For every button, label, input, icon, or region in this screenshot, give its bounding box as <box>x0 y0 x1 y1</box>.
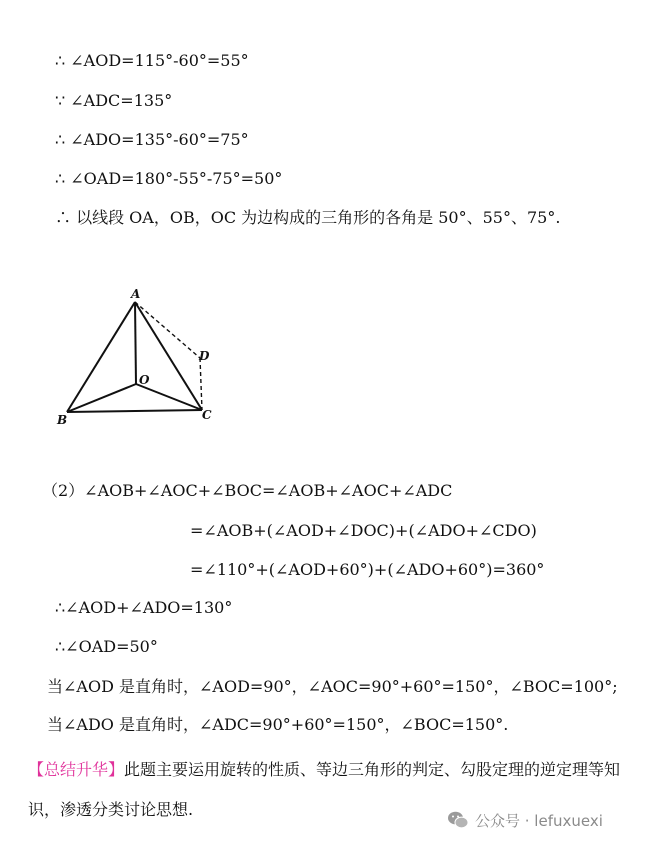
segment-dc-dashed <box>200 358 202 410</box>
summary-tag: 【总结升华】 <box>28 760 125 779</box>
label-o: O <box>139 373 150 387</box>
label-b: B <box>57 413 68 427</box>
solution-line-3: ∴ ∠ADO=135°-60°=75° <box>55 130 249 149</box>
segment-oc <box>136 384 202 410</box>
label-c: C <box>202 408 212 422</box>
solution-line-10: ∴∠OAD=50° <box>55 637 158 656</box>
geometry-figure <box>45 280 225 430</box>
solution-line-4: ∴ ∠OAD=180°-55°-75°=50° <box>55 169 283 188</box>
segment-ob <box>67 384 136 412</box>
label-d: D <box>199 349 210 363</box>
watermark-text: 公众号 · lefuxuexi <box>475 811 603 830</box>
solution-line-9: ∴∠AOD+∠ADO=130° <box>55 598 233 617</box>
solution-line-11: 当∠AOD 是直角时，∠AOD=90°，∠AOC=90°+60°=150°，∠BOC=100°; <box>47 677 618 696</box>
solution-line-8: =∠110°+(∠AOD+60°)+(∠ADO+60°)=360° <box>190 560 545 579</box>
label-a: A <box>131 287 141 301</box>
segment-ad-dashed <box>135 302 200 358</box>
summary-text: 此题主要运用旋转的性质、等边三角形的判定、勾股定理的逆定理等知识，渗透分类讨论思想. <box>28 760 621 819</box>
segment-ao <box>135 302 136 384</box>
solution-line-6: （2）∠AOB+∠AOC+∠BOC=∠AOB+∠AOC+∠ADC <box>42 481 453 500</box>
solution-line-2: ∵ ∠ADC=135° <box>55 91 173 110</box>
segment-ac <box>135 302 202 410</box>
solution-line-12: 当∠ADO 是直角时，∠ADC=90°+60°=150°，∠BOC=150°. <box>47 715 509 734</box>
segment-ab <box>67 302 135 412</box>
segment-bc <box>67 410 202 412</box>
solution-line-7: =∠AOB+(∠AOD+∠DOC)+(∠ADO+∠CDO) <box>190 521 537 540</box>
solution-line-1: ∴ ∠AOD=115°-60°=55° <box>55 51 249 70</box>
solution-line-5: ∴ 以线段 OA，OB，OC 为边构成的三角形的各角是 50°、55°、75°. <box>55 208 561 227</box>
wechat-icon <box>447 810 469 830</box>
watermark <box>447 806 603 834</box>
